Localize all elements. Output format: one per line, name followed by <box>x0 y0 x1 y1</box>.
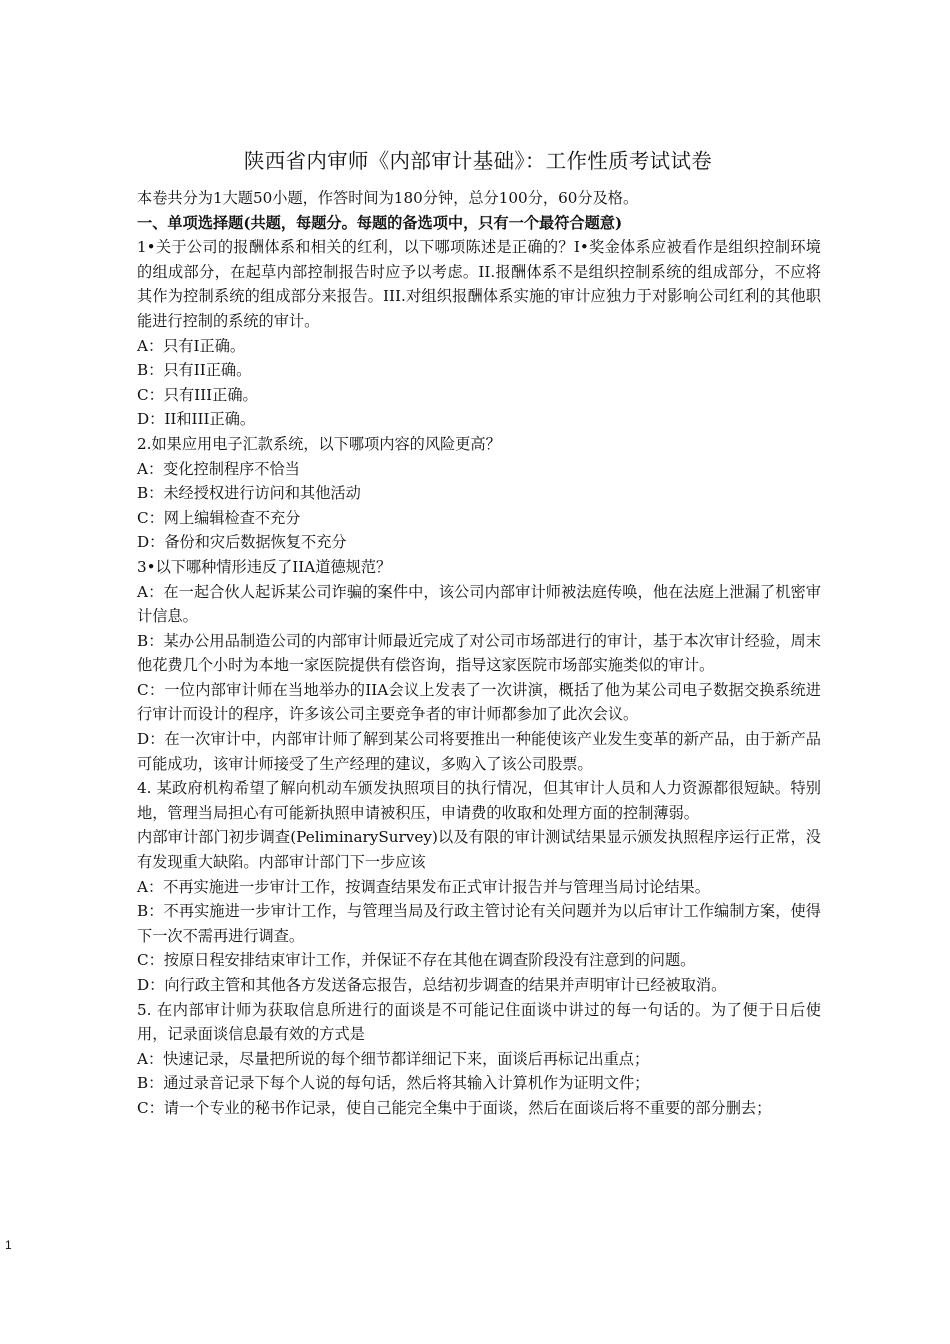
question-4-context: 内部审计部门初步调查(PeliminarySurvey)以及有限的审计测试结果显示颁发执照程序运行正常，没有发现重大缺陷。内部审计部门下一步应该 <box>137 828 821 872</box>
document-body <box>137 186 821 1121</box>
question-5-option-b: B：通过录音记录下每个人说的每句话，然后将其输入计算机作为证明文件； <box>137 1074 650 1093</box>
exam-intro: 本卷共分为1大题50小题，作答时间为180分钟，总分100分，60分及格。 <box>137 189 639 207</box>
question-2: 2.如果应用电子汇款系统，以下哪项内容的风险更高？ <box>137 434 501 453</box>
question-3-option-c: C：一位内部审计师在当地举办的IIA会议上发表了一次讲演，概括了他为某公司电子数据交换系统进行审计而设计的程序，许多该公司主要竞争者的审计师都参加了此次会议。 <box>137 680 821 724</box>
question-3-option-b: B：某办公用品制造公司的内部审计师最近完成了对公司市场部进行的审计，基于本次审计经验，周末他花费几个小时为本地一家医院提供有偿咨询，指导这家医院市场部实施类似的审计。 <box>137 631 821 675</box>
question-1-option-c: C：只有III正确。 <box>137 385 258 404</box>
question-2-option-a: A：变化控制程序不恰当 <box>137 459 300 478</box>
page-number: 1 <box>5 1238 12 1252</box>
question-4-option-d: D：向行政主管和其他各方发送备忘报告，总结初步调查的结果并声明审计已经被取消。 <box>137 976 727 994</box>
document-title: 陕西省内审师《内部审计基础》：工作性质考试试卷 <box>243 149 713 173</box>
question-4-option-b: B：不再实施进一步审计工作，与管理当局及行政主管讨论有关问题并为以后审计工作编制方案，使得下一次不需再进行调查。 <box>137 902 821 945</box>
section-heading: 一、单项选择题(共题，每题分。每题的备选项中，只有一个最符合题意) <box>137 213 623 232</box>
question-1-option-a: A：只有I正确。 <box>137 336 246 355</box>
question-3-option-d: D：在一次审计中，内部审计师了解到某公司将要推出一种能使该产业发生变革的新产品，由于新产品可能成功，该审计师接受了生产经理的建议，多购入了该公司股票。 <box>137 730 821 773</box>
question-3-option-a: A：在一起合伙人起诉某公司诈骗的案件中，该公司内部审计师被法庭传唤，他在法庭上泄漏了机密审计信息。 <box>137 582 821 626</box>
question-2-option-b: B：未经授权进行访问和其他活动 <box>137 484 361 503</box>
question-2-option-c: C：网上编辑检查不充分 <box>137 508 301 527</box>
question-1-option-b: B：只有II正确。 <box>137 361 252 380</box>
question-5-option-c: C：请一个专业的秘书作记录，使自己能完全集中于面谈，然后在面谈后将不重要的部分删去； <box>137 1098 772 1117</box>
question-1-option-d: D：II和III正确。 <box>137 410 256 429</box>
question-1: 1•关于公司的报酬体系和相关的红利，以下哪项陈述是正确的？I•奖金体系应被看作是组织控制环境的组成部分，在起草内部控制报告时应予以考虑。II.报酬体系不是组织控制系统的组成部分，不应将其作为控制系统的组成部分来报告。III.对组织报酬体系实施的审计应独力于对影响公司红利的其他职能进行控制的系统的审计。 <box>137 238 821 330</box>
question-2-option-d: D：备份和灾后数据恢复不充分 <box>137 533 347 552</box>
question-4: 4. 某政府机构希望了解向机动车颁发执照项目的执行情况，但其审计人员和人力资源都很短缺。特别地，管理当局担心有可能新执照申请被积压，申请费的收取和处理方面的控制薄弱。 <box>137 779 821 822</box>
question-4-option-c: C：按原日程安排结束审计工作，并保证不存在其他在调查阶段没有注意到的问题。 <box>137 951 696 970</box>
question-3: 3•以下哪种情形违反了IIA道德规范？ <box>137 557 392 576</box>
question-5: 5. 在内部审计师为获取信息所进行的面谈是不可能记住面谈中讲过的每一句话的。为了便于日后使用，记录面谈信息最有效的方式是 <box>137 1000 821 1044</box>
question-4-option-a: A：不再实施进一步审计工作，按调查结果发布正式审计报告并与管理当局讨论结果。 <box>137 877 710 896</box>
question-5-option-a: A：快速记录，尽量把所说的每个细节都详细记下来，面谈后再标记出重点； <box>137 1049 650 1068</box>
